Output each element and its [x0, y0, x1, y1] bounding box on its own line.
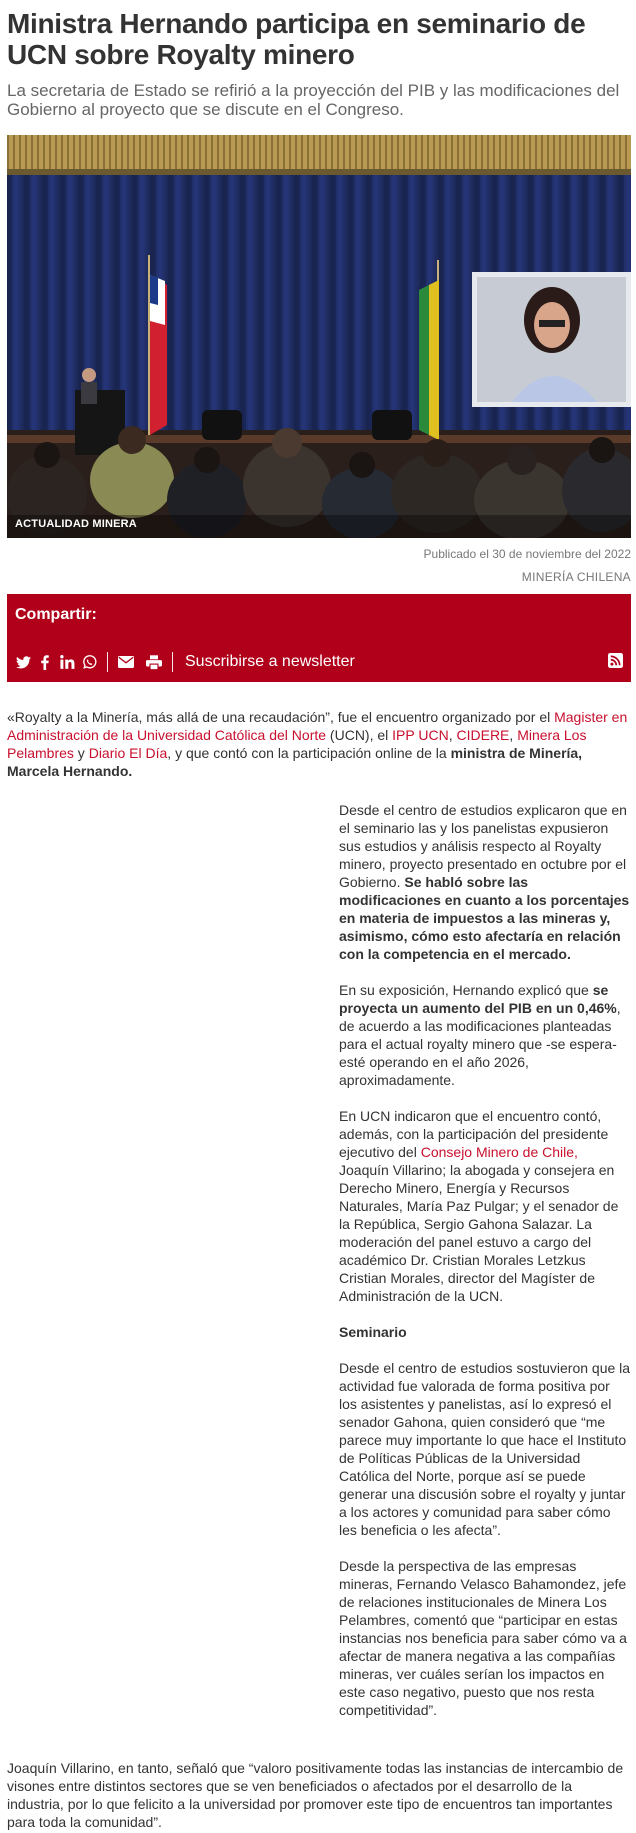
whatsapp-icon[interactable]: [81, 654, 97, 670]
article: [7, 0, 631, 1831]
text: Joaquín Villarino; la abogada y consejera en Derecho Minero, Energía y Recursos Naturales, María Paz Pulgar; y el senador de la República, Sergio Gahona Salazar. La moderación del panel estuvo a cargo del académico Dr. Cristian Morales Letzkus Cristian Morales, director del Magíster de Administración de la UCN.: [339, 1162, 619, 1304]
ad-placeholder: [7, 801, 339, 1741]
published-date: Publicado el 30 de noviembre del 2022: [423, 547, 631, 561]
hero-image[interactable]: [7, 135, 631, 538]
newsletter-link[interactable]: Suscribirse a newsletter: [185, 653, 355, 670]
text: (UCN), el: [326, 727, 393, 743]
article-body: [7, 708, 631, 1831]
linkedin-icon[interactable]: [59, 654, 75, 670]
text: , y que contó con la participación online de la: [167, 745, 451, 761]
text: ,: [448, 727, 457, 743]
text: y: [73, 745, 89, 761]
text: En UCN indicaron que el encuentro contó, además, con la participación del presidente ejecutivo del: [339, 1108, 609, 1160]
paragraph: Joaquín Villarino, en tanto, señaló que “valoro positivamente todas las instancias de intercambio de visones entre distintos sectores que se ven beneficiados o afectados por el desarrollo de la industria, por lo que felicito a la universidad por promover este tipo de encuentros tan importantes para toda la comunidad”.: [7, 1760, 624, 1830]
email-icon[interactable]: [118, 654, 134, 670]
link-diario-el-dia[interactable]: Diario El Día: [88, 745, 168, 761]
share-title: Compartir:: [15, 606, 97, 623]
link-cidere[interactable]: CIDERE: [456, 727, 510, 743]
lead-paragraph: [7, 708, 631, 780]
share-row: [15, 650, 623, 674]
link-ipp-ucn[interactable]: IPP UCN: [392, 727, 449, 743]
paragraph: Desde el centro de estudios sostuvieron que la actividad fue valorada de forma positiva por los asistentes y panelistas, así lo expresó el senador Gahona, quien consideró que “me parece muy importante lo que hace el Instituto de Políticas Públicas de la Universidad Católica del Norte, porque así se puede generar una discusión sobre el royalty y juntar a los actores y comunidad para saber cómo les beneficia o les afecta”.: [339, 1360, 631, 1538]
share-divider: [107, 652, 108, 672]
share-divider: [172, 652, 173, 672]
seminar-photo: [7, 135, 631, 538]
article-title: Ministra Hernando participa en seminario de UCN sobre Royalty minero: [7, 8, 586, 70]
paragraph: Desde la perspectiva de las empresas mineras, Fernando Velasco Bahamondez, jefe de relaciones institucionales de Minera Los Pelambres, comentó que “participar en estas instancias nos beneficia para saber cómo va a afectar de manera negativa a las compañías mineras, ver cuáles serían los impactos en este caso negativo, puesto que nos resta competitividad”.: [339, 1558, 627, 1718]
text: En su exposición, Hernando explicó que: [339, 982, 593, 998]
bold-text: ministra de Minería, Marcela Hernando.: [7, 745, 583, 779]
print-icon[interactable]: [146, 654, 162, 670]
facebook-icon[interactable]: [37, 654, 53, 670]
text: «Royalty a la Minería, más allá de una recaudación”, fue el encuentro organizado por el: [7, 709, 555, 725]
source-label: MINERÍA CHILENA: [521, 570, 631, 584]
text: , de acuerdo a las modificaciones planteadas para el actual royalty minero que -se espera- esté operando en el año 2026, aproximadamente.: [339, 1000, 621, 1088]
text: ,: [574, 1144, 578, 1160]
link-minera-los-pelambres[interactable]: Minera Los Pelambres: [7, 727, 587, 761]
bold-text: se proyecta un aumento del PIB en un 0,46%: [339, 982, 617, 1016]
image-credit: ACTUALIDAD MINERA: [15, 518, 137, 530]
text: Desde el centro de estudios explicaron que en el seminario las y los panelistas expusieron sus estudios y análisis respecto al Royalty minero, proyecto presentado en octubre por el Gobierno.: [339, 802, 627, 890]
text: ,: [509, 727, 518, 743]
link-magister-ucn[interactable]: Magister en Administración de la Universidad Católica del Norte: [7, 709, 628, 743]
link-consejo-minero[interactable]: Consejo Minero de Chile: [420, 1144, 575, 1160]
bold-text: Se habló sobre las modificaciones en cuanto a los porcentajes en materia de impuestos a las mineras y, asimismo, cómo esto afectaría en relación con la competencia en el mercado.: [339, 874, 630, 962]
article-subtitle: La secretaria de Estado se refirió a la proyección del PIB y las modificaciones del Gobierno al proyecto que se discute en el Congreso.: [7, 81, 620, 119]
twitter-icon[interactable]: [15, 654, 31, 670]
section-heading: Seminario: [339, 1324, 407, 1340]
rss-icon[interactable]: [608, 653, 623, 673]
share-bar: [7, 594, 631, 682]
